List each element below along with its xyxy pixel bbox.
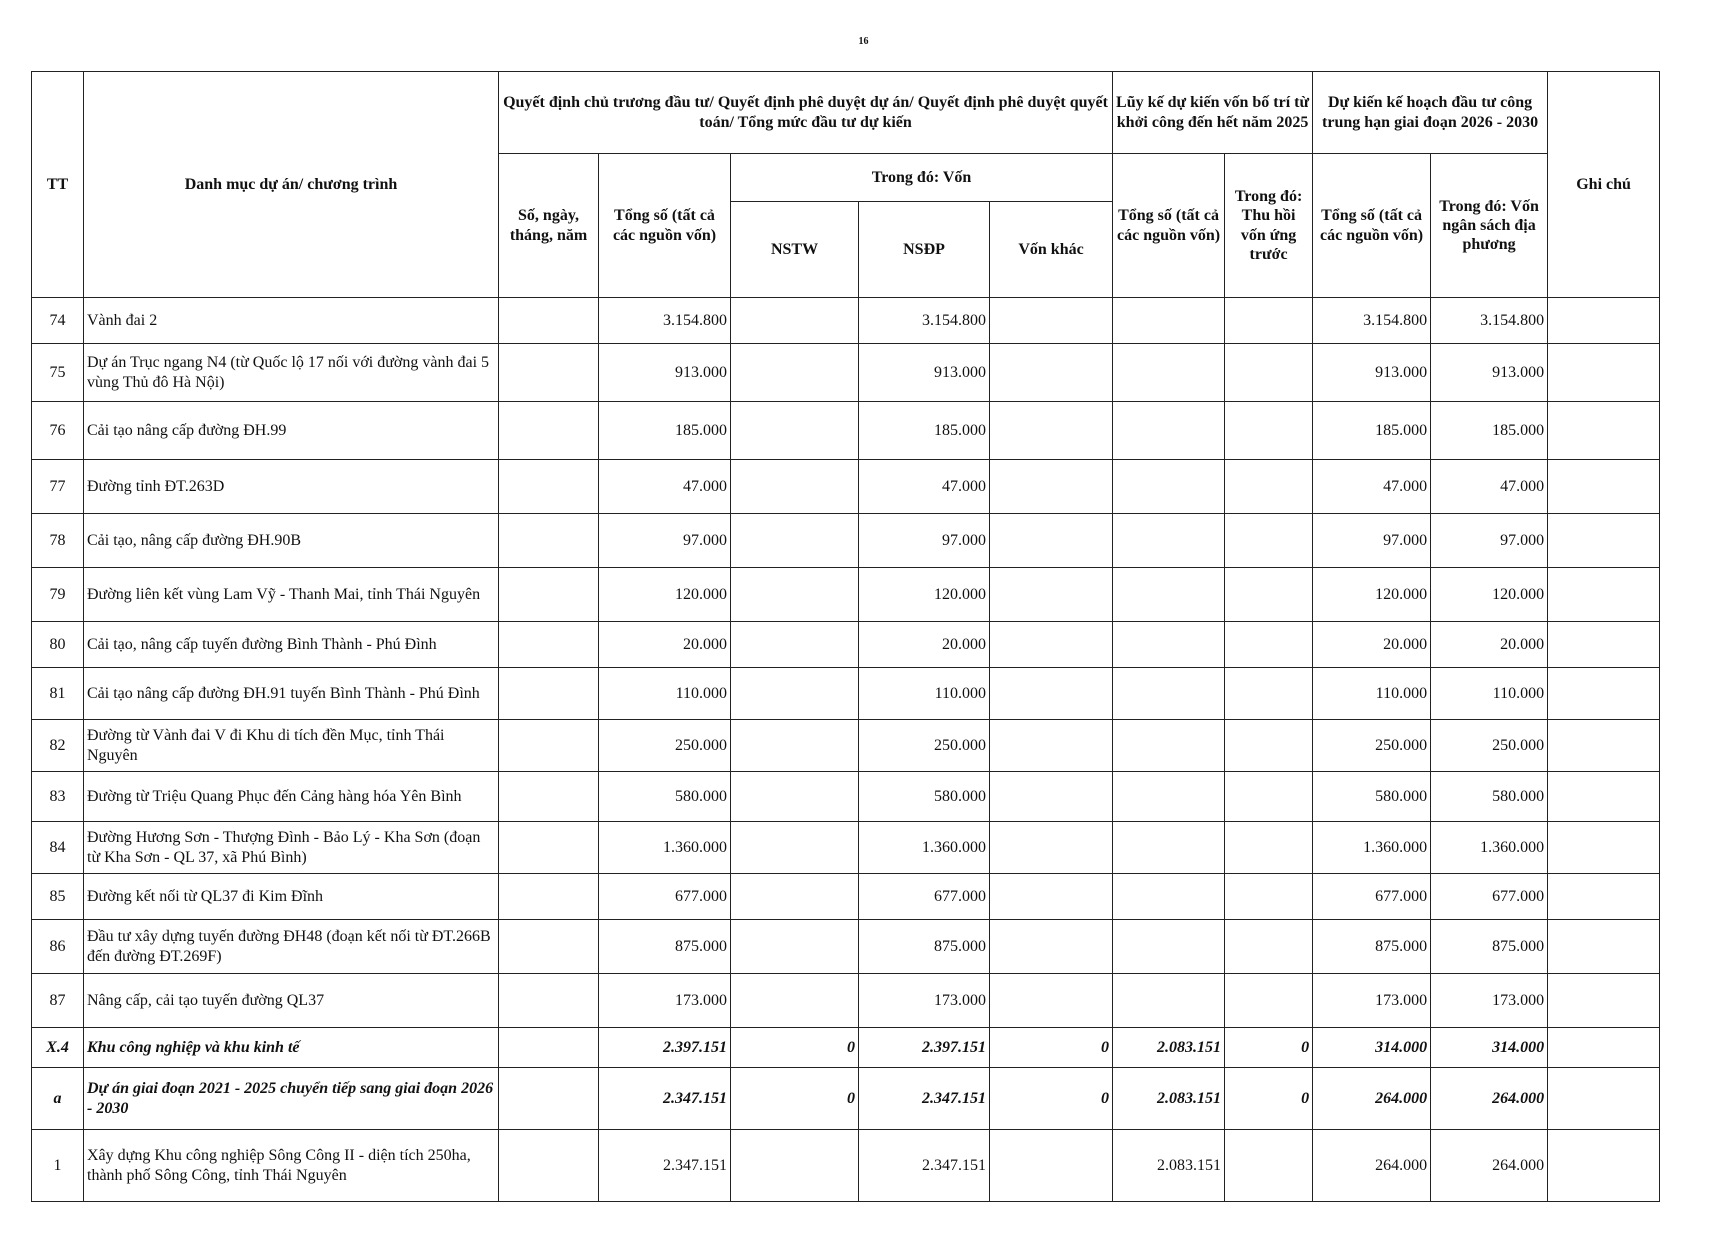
row-total: 677.000 (599, 874, 731, 920)
row-note (1548, 1028, 1660, 1068)
row-cum-recover (1225, 822, 1313, 874)
row-nsdp: 913.000 (859, 344, 990, 402)
row-nsdp: 2.347.151 (859, 1068, 990, 1130)
row-cum-total (1113, 514, 1225, 568)
row-plan-local: 264.000 (1431, 1068, 1548, 1130)
row-plan-local: 677.000 (1431, 874, 1548, 920)
row-total: 3.154.800 (599, 298, 731, 344)
table-row (32, 974, 1660, 1028)
row-nstw: 0 (731, 1068, 859, 1130)
row-date (499, 622, 599, 668)
row-cum-recover (1225, 920, 1313, 974)
row-total: 97.000 (599, 514, 731, 568)
row-total: 185.000 (599, 402, 731, 460)
table-row (32, 874, 1660, 920)
row-plan-total: 173.000 (1313, 974, 1431, 1028)
row-nstw: 0 (731, 1028, 859, 1068)
row-tt: 87 (32, 974, 84, 1028)
row-other (990, 460, 1113, 514)
header-total-all: Tổng số (tất cả các nguồn vốn) (599, 154, 731, 298)
row-plan-total: 185.000 (1313, 402, 1431, 460)
row-date (499, 568, 599, 622)
row-nsdp: 173.000 (859, 974, 990, 1028)
row-plan-local: 1.360.000 (1431, 822, 1548, 874)
row-date (499, 344, 599, 402)
row-plan-local: 185.000 (1431, 402, 1548, 460)
row-other (990, 822, 1113, 874)
row-nstw (731, 822, 859, 874)
row-cum-total (1113, 822, 1225, 874)
row-tt: 85 (32, 874, 84, 920)
row-total: 580.000 (599, 772, 731, 822)
header-other: Vốn khác (990, 202, 1113, 298)
table-row (32, 772, 1660, 822)
row-cum-total (1113, 974, 1225, 1028)
row-name: Đường kết nối từ QL37 đi Kim Đĩnh (84, 874, 499, 920)
row-plan-local: 250.000 (1431, 720, 1548, 772)
row-note (1548, 568, 1660, 622)
row-nstw (731, 720, 859, 772)
row-cum-recover (1225, 460, 1313, 514)
row-other (990, 974, 1113, 1028)
table-row (32, 460, 1660, 514)
row-plan-total: 913.000 (1313, 344, 1431, 402)
row-name: Cải tạo, nâng cấp tuyến đường Bình Thành - Phú Đình (84, 622, 499, 668)
row-nsdp: 120.000 (859, 568, 990, 622)
row-plan-local: 110.000 (1431, 668, 1548, 720)
row-plan-local: 47.000 (1431, 460, 1548, 514)
table-group-row (32, 1028, 1660, 1068)
row-tt: 84 (32, 822, 84, 874)
row-name: Đường Hương Sơn - Thượng Đình - Bảo Lý - Kha Sơn (đoạn từ Kha Sơn - QL 37, xã Phú Bình) (84, 822, 499, 874)
row-other (990, 402, 1113, 460)
row-cum-recover (1225, 514, 1313, 568)
row-nsdp: 2.347.151 (859, 1130, 990, 1202)
row-total: 2.347.151 (599, 1068, 731, 1130)
row-note (1548, 772, 1660, 822)
investment-table (31, 71, 1660, 1202)
row-plan-local: 913.000 (1431, 344, 1548, 402)
row-note (1548, 402, 1660, 460)
row-cum-total (1113, 568, 1225, 622)
row-other (990, 874, 1113, 920)
row-total: 173.000 (599, 974, 731, 1028)
row-date (499, 822, 599, 874)
row-nstw (731, 344, 859, 402)
row-tt: 78 (32, 514, 84, 568)
row-nsdp: 580.000 (859, 772, 990, 822)
row-total: 120.000 (599, 568, 731, 622)
row-total: 110.000 (599, 668, 731, 720)
row-name: Xây dựng Khu công nghiệp Sông Công II - diện tích 250ha, thành phố Sông Công, tỉnh Thái Nguyên (84, 1130, 499, 1202)
row-other: 0 (990, 1028, 1113, 1068)
row-cum-recover (1225, 622, 1313, 668)
table-row (32, 622, 1660, 668)
row-nsdp: 1.360.000 (859, 822, 990, 874)
row-plan-total: 250.000 (1313, 720, 1431, 772)
row-name: Nâng cấp, cải tạo tuyến đường QL37 (84, 974, 499, 1028)
row-plan-local: 97.000 (1431, 514, 1548, 568)
row-cum-total (1113, 298, 1225, 344)
row-date (499, 920, 599, 974)
row-date (499, 874, 599, 920)
row-date (499, 720, 599, 772)
header-plan: Dự kiến kế hoạch đầu tư công trung hạn giai đoạn 2026 - 2030 (1313, 72, 1548, 154)
header-cum-recover: Trong đó: Thu hồi vốn ứng trước (1225, 154, 1313, 298)
row-plan-total: 264.000 (1313, 1130, 1431, 1202)
row-tt: 86 (32, 920, 84, 974)
header-nstw: NSTW (731, 202, 859, 298)
row-note (1548, 622, 1660, 668)
row-other (990, 920, 1113, 974)
row-other: 0 (990, 1068, 1113, 1130)
row-tt: a (32, 1068, 84, 1130)
row-nstw (731, 1130, 859, 1202)
row-plan-local: 264.000 (1431, 1130, 1548, 1202)
table-row (32, 668, 1660, 720)
row-date (499, 1068, 599, 1130)
row-cum-recover (1225, 568, 1313, 622)
row-total: 250.000 (599, 720, 731, 772)
page-number: 16 (858, 36, 869, 47)
row-note (1548, 344, 1660, 402)
row-note (1548, 974, 1660, 1028)
row-total: 875.000 (599, 920, 731, 974)
row-nstw (731, 772, 859, 822)
row-cum-recover (1225, 720, 1313, 772)
header-cum-total: Tổng số (tất cả các nguồn vốn) (1113, 154, 1225, 298)
row-note (1548, 822, 1660, 874)
row-date (499, 1130, 599, 1202)
row-other (990, 622, 1113, 668)
row-nsdp: 3.154.800 (859, 298, 990, 344)
row-cum-total (1113, 402, 1225, 460)
row-name: Đường từ Vành đai V đi Khu di tích đền Mục, tỉnh Thái Nguyên (84, 720, 499, 772)
row-other (990, 514, 1113, 568)
row-note (1548, 1130, 1660, 1202)
row-plan-total: 677.000 (1313, 874, 1431, 920)
row-cum-recover (1225, 974, 1313, 1028)
row-nstw (731, 974, 859, 1028)
row-nsdp: 875.000 (859, 920, 990, 974)
table-row (32, 298, 1660, 344)
row-date (499, 402, 599, 460)
row-date (499, 772, 599, 822)
row-cum-recover (1225, 298, 1313, 344)
header-note: Ghi chú (1548, 72, 1660, 298)
row-tt: 79 (32, 568, 84, 622)
row-nstw (731, 874, 859, 920)
row-cum-recover (1225, 402, 1313, 460)
row-cum-recover (1225, 874, 1313, 920)
row-name: Cải tạo nâng cấp đường ĐH.99 (84, 402, 499, 460)
row-plan-local: 120.000 (1431, 568, 1548, 622)
row-plan-total: 314.000 (1313, 1028, 1431, 1068)
row-cum-recover (1225, 772, 1313, 822)
table-row (32, 920, 1660, 974)
header-nsdp: NSĐP (859, 202, 990, 298)
row-plan-local: 20.000 (1431, 622, 1548, 668)
row-total: 913.000 (599, 344, 731, 402)
row-name: Vành đai 2 (84, 298, 499, 344)
row-date (499, 514, 599, 568)
row-tt: 82 (32, 720, 84, 772)
row-nstw (731, 622, 859, 668)
row-name: Dự án Trục ngang N4 (từ Quốc lộ 17 nối với đường vành đai 5 vùng Thủ đô Hà Nội) (84, 344, 499, 402)
row-nsdp: 47.000 (859, 460, 990, 514)
row-nsdp: 110.000 (859, 668, 990, 720)
row-cum-total: 2.083.151 (1113, 1130, 1225, 1202)
row-plan-total: 1.360.000 (1313, 822, 1431, 874)
table-row (32, 402, 1660, 460)
row-nsdp: 185.000 (859, 402, 990, 460)
row-cum-recover (1225, 668, 1313, 720)
row-tt: X.4 (32, 1028, 84, 1068)
table-row (32, 720, 1660, 772)
row-total: 47.000 (599, 460, 731, 514)
row-other (990, 668, 1113, 720)
header-cumulative: Lũy kế dự kiến vốn bố trí từ khởi công đến hết năm 2025 (1113, 72, 1313, 154)
header-date: Số, ngày, tháng, năm (499, 154, 599, 298)
row-tt: 1 (32, 1130, 84, 1202)
row-date (499, 460, 599, 514)
row-name: Đường từ Triệu Quang Phục đến Cảng hàng hóa Yên Bình (84, 772, 499, 822)
row-tt: 83 (32, 772, 84, 822)
table-row (32, 822, 1660, 874)
row-note (1548, 514, 1660, 568)
row-nstw (731, 668, 859, 720)
row-date (499, 974, 599, 1028)
row-plan-total: 264.000 (1313, 1068, 1431, 1130)
row-cum-total (1113, 668, 1225, 720)
row-cum-total (1113, 344, 1225, 402)
header-of-which-capital: Trong đó: Vốn (731, 154, 1113, 202)
table-row (32, 568, 1660, 622)
row-cum-total (1113, 720, 1225, 772)
row-cum-total (1113, 460, 1225, 514)
row-plan-local: 314.000 (1431, 1028, 1548, 1068)
row-cum-total (1113, 874, 1225, 920)
header-plan-total: Tổng số (tất cả các nguồn vốn) (1313, 154, 1431, 298)
row-other (990, 568, 1113, 622)
header-name: Danh mục dự án/ chương trình (84, 72, 499, 298)
row-note (1548, 460, 1660, 514)
row-date (499, 668, 599, 720)
row-cum-total (1113, 920, 1225, 974)
row-total: 20.000 (599, 622, 731, 668)
row-tt: 74 (32, 298, 84, 344)
row-nstw (731, 568, 859, 622)
row-name: Dự án giai đoạn 2021 - 2025 chuyển tiếp sang giai đoạn 2026 - 2030 (84, 1068, 499, 1130)
row-note (1548, 920, 1660, 974)
row-nstw (731, 298, 859, 344)
row-nsdp: 97.000 (859, 514, 990, 568)
row-plan-local: 173.000 (1431, 974, 1548, 1028)
row-cum-recover: 0 (1225, 1068, 1313, 1130)
row-note (1548, 1068, 1660, 1130)
row-total: 1.360.000 (599, 822, 731, 874)
row-plan-total: 580.000 (1313, 772, 1431, 822)
row-plan-total: 110.000 (1313, 668, 1431, 720)
row-name: Cải tạo nâng cấp đường ĐH.91 tuyến Bình Thành - Phú Đình (84, 668, 499, 720)
row-tt: 80 (32, 622, 84, 668)
row-cum-total (1113, 622, 1225, 668)
row-name: Khu công nghiệp và khu kinh tế (84, 1028, 499, 1068)
row-nstw (731, 402, 859, 460)
row-date (499, 298, 599, 344)
table-row (32, 1130, 1660, 1202)
row-note (1548, 874, 1660, 920)
row-cum-recover (1225, 1130, 1313, 1202)
row-plan-local: 580.000 (1431, 772, 1548, 822)
row-nstw (731, 514, 859, 568)
row-nstw (731, 460, 859, 514)
row-nsdp: 2.397.151 (859, 1028, 990, 1068)
row-plan-local: 3.154.800 (1431, 298, 1548, 344)
table-row (32, 344, 1660, 402)
row-plan-total: 875.000 (1313, 920, 1431, 974)
row-plan-total: 97.000 (1313, 514, 1431, 568)
row-plan-total: 47.000 (1313, 460, 1431, 514)
row-cum-total (1113, 772, 1225, 822)
table-row (32, 514, 1660, 568)
row-cum-total: 2.083.151 (1113, 1028, 1225, 1068)
row-note (1548, 720, 1660, 772)
row-name: Đầu tư xây dựng tuyến đường ĐH48 (đoạn kết nối từ ĐT.266B đến đường ĐT.269F) (84, 920, 499, 974)
row-tt: 75 (32, 344, 84, 402)
row-nsdp: 677.000 (859, 874, 990, 920)
row-nsdp: 20.000 (859, 622, 990, 668)
table-group-row (32, 1068, 1660, 1130)
row-note (1548, 668, 1660, 720)
row-tt: 77 (32, 460, 84, 514)
row-other (990, 720, 1113, 772)
row-other (990, 344, 1113, 402)
row-tt: 76 (32, 402, 84, 460)
row-plan-total: 120.000 (1313, 568, 1431, 622)
row-name: Đường liên kết vùng Lam Vỹ - Thanh Mai, tỉnh Thái Nguyên (84, 568, 499, 622)
row-name: Cải tạo, nâng cấp đường ĐH.90B (84, 514, 499, 568)
header-plan-local: Trong đó: Vốn ngân sách địa phương (1431, 154, 1548, 298)
row-total: 2.397.151 (599, 1028, 731, 1068)
row-cum-recover: 0 (1225, 1028, 1313, 1068)
row-plan-local: 875.000 (1431, 920, 1548, 974)
row-other (990, 772, 1113, 822)
row-name: Đường tỉnh ĐT.263D (84, 460, 499, 514)
row-nsdp: 250.000 (859, 720, 990, 772)
row-cum-total: 2.083.151 (1113, 1068, 1225, 1130)
row-date (499, 1028, 599, 1068)
row-note (1548, 298, 1660, 344)
row-cum-recover (1225, 344, 1313, 402)
row-plan-total: 20.000 (1313, 622, 1431, 668)
row-other (990, 298, 1113, 344)
row-tt: 81 (32, 668, 84, 720)
row-nstw (731, 920, 859, 974)
row-other (990, 1130, 1113, 1202)
row-plan-total: 3.154.800 (1313, 298, 1431, 344)
header-decision: Quyết định chủ trương đầu tư/ Quyết định phê duyệt dự án/ Quyết định phê duyệt quyết toán/ Tổng mức đầu tư dự kiến (499, 72, 1113, 154)
row-total: 2.347.151 (599, 1130, 731, 1202)
header-tt: TT (32, 72, 84, 298)
